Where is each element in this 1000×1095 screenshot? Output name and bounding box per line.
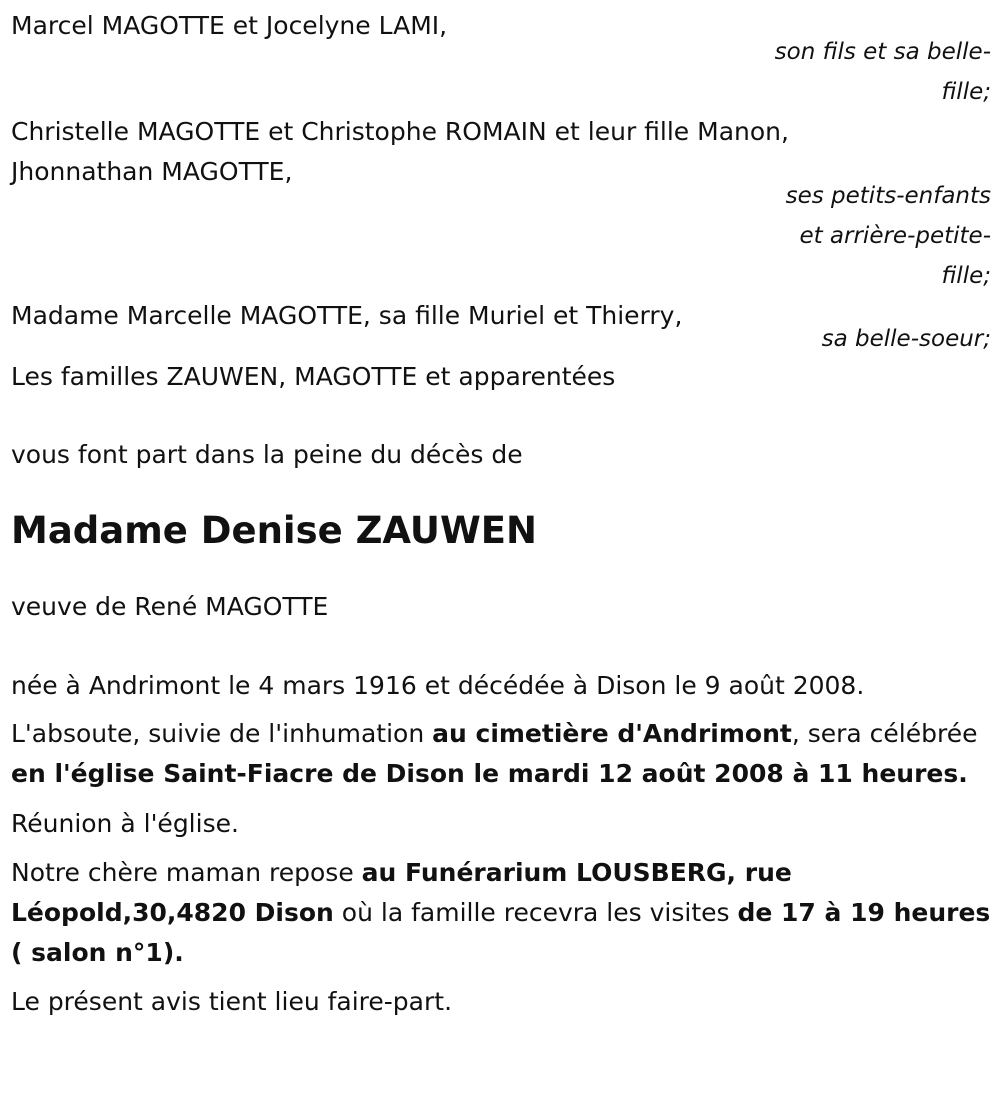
family-group-3 — [11, 296, 991, 359]
visit-place: au Funérarium LOUSBERG, rue Léopold,30,4820 Dison — [11, 858, 792, 927]
family-group-2 — [11, 112, 991, 296]
closing-text: Le présent avis tient lieu faire-part. — [11, 987, 453, 1016]
deceased-name: Madame Denise ZAUWEN — [11, 509, 538, 552]
family-names: Marcel MAGOTTE et Jocelyne LAMI, — [11, 11, 448, 40]
family-names: Christelle MAGOTTE et Christophe ROMAIN et leur fille Manon, — [11, 117, 789, 146]
families-line: Les familles ZAUWEN, MAGOTTE et apparentées — [11, 362, 616, 391]
ceremony-paragraph — [11, 714, 991, 794]
family-role: sa belle-soeur; — [821, 326, 991, 352]
visit-text: Notre chère maman repose — [11, 858, 362, 887]
family-names: Madame Marcelle MAGOTTE, sa fille Muriel et Thierry, — [11, 301, 683, 330]
ceremony-date: en l'église Saint-Fiacre de Dison le mardi 12 août 2008 à 11 heures. — [11, 759, 968, 788]
ceremony-text: L'absoute, suivie de l'inhumation — [11, 719, 433, 748]
reunion-text: Réunion à l'église. — [11, 809, 239, 838]
birth-death: née à Andrimont le 4 mars 1916 et décédée à Dison le 9 août 2008. — [11, 671, 865, 700]
family-names: Jhonnathan MAGOTTE, — [11, 157, 293, 186]
family-group-1 — [11, 6, 991, 112]
visit-hours: de 17 à 19 heures ( salon n°1). — [11, 898, 991, 967]
widow-of: veuve de René MAGOTTE — [11, 592, 329, 621]
ceremony-text: , sera célébrée — [791, 719, 978, 748]
announce-text: vous font part dans la peine du décès de — [11, 440, 523, 469]
ceremony-place: au cimetière d'Andrimont — [432, 719, 792, 748]
family-role: son fils et sa belle-fille; — [774, 39, 991, 105]
family-role: ses petits-enfants et arrière-petite-fille; — [785, 183, 991, 289]
visit-paragraph — [11, 853, 991, 973]
visit-text: où la famille recevra les visites — [333, 898, 738, 927]
